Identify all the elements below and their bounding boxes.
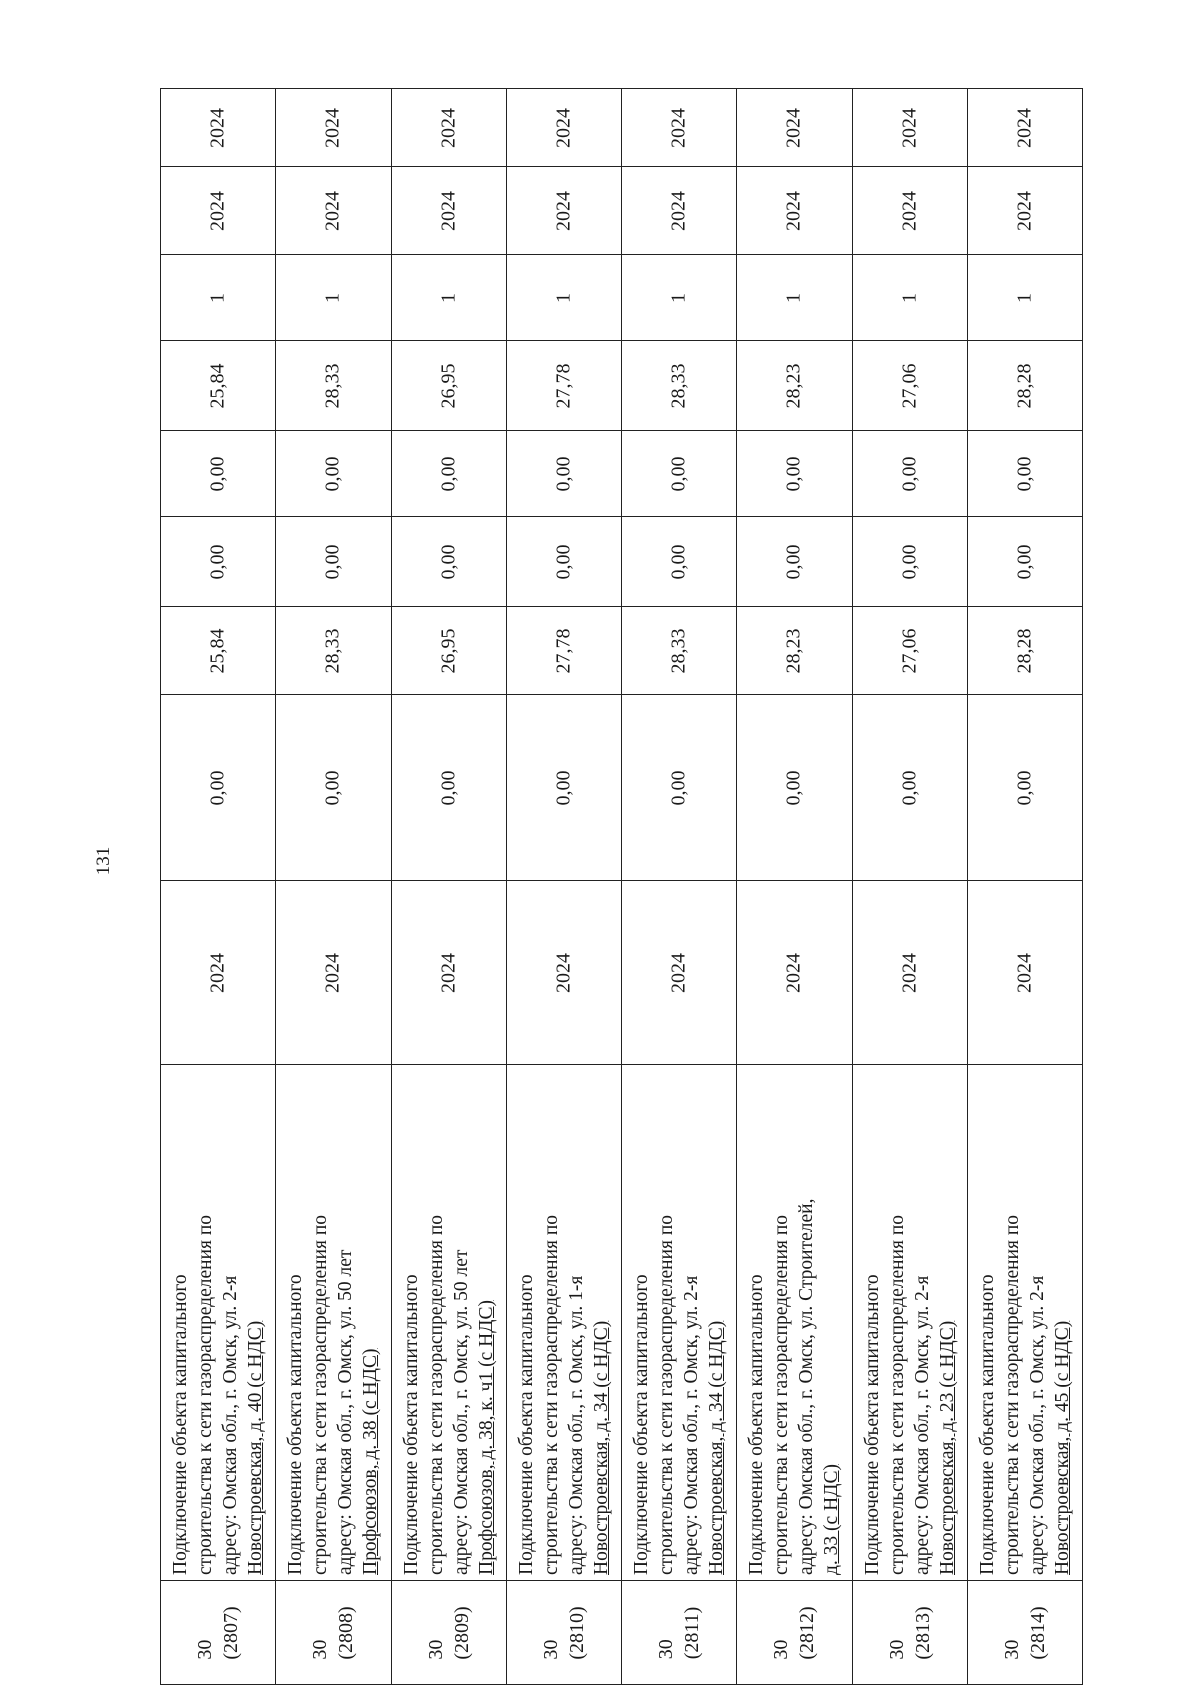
cell-count (275, 254, 391, 341)
description-line: строительства к сети газораспределения по (195, 1214, 217, 1575)
value-count: 1 (898, 292, 921, 303)
cell-y1 (160, 166, 276, 255)
description-line: Новостроевская, д. 23 (с НДС) (936, 1320, 958, 1575)
description-line: Новостроевская, д. 45 (с НДС) (1051, 1320, 1073, 1575)
cell-v2 (852, 606, 968, 695)
cell-v2 (391, 606, 507, 695)
cell-v1 (275, 694, 391, 881)
data-table (160, 88, 1082, 1684)
value-y1: 2024 (782, 190, 805, 231)
cell-y1 (621, 166, 737, 255)
cell-id (506, 1580, 622, 1685)
cell-v2 (160, 606, 276, 695)
cell-v5 (621, 340, 737, 431)
value-v4: 0,00 (667, 456, 690, 491)
cell-v4 (621, 430, 737, 517)
cell-v2 (736, 606, 852, 695)
description-line: Подключение объекта капитального (170, 1273, 192, 1575)
value-v1: 0,00 (667, 770, 690, 805)
cell-count (621, 254, 737, 341)
cell-v4 (275, 430, 391, 517)
cell-id (391, 1580, 507, 1685)
description-line: адресу: Омская обл., г. Омск, ул. 2-я (911, 1275, 933, 1575)
cell-y1 (967, 166, 1083, 255)
value-v5: 28,33 (667, 363, 690, 408)
cell-v4 (160, 430, 276, 517)
cell-y2 (852, 88, 968, 167)
cell-year (621, 880, 737, 1065)
table-row (391, 88, 507, 1684)
cell-y1 (506, 166, 622, 255)
description-text (860, 1071, 960, 1575)
row-number: 30 (2808) (309, 1605, 358, 1660)
row-number: 30 (2809) (424, 1605, 473, 1660)
value-v5: 28,33 (321, 363, 344, 408)
cell-v5 (852, 340, 968, 431)
value-y2: 2024 (206, 107, 229, 148)
description-line: адресу: Омская обл., г. Омск, ул. Строителей, (796, 1198, 818, 1575)
description-line: Профсоюзов, д. 38, к. ч1 (с НДС) (475, 1299, 497, 1575)
cell-desc (160, 1064, 276, 1581)
description-line: Новостроевская, д. 34 (с НДС) (706, 1320, 728, 1575)
cell-v5 (275, 340, 391, 431)
value-v2: 28,33 (667, 628, 690, 673)
value-count: 1 (552, 292, 575, 303)
table-row (621, 88, 737, 1684)
description-line: Новостроевская, д. 40 (с НДС) (245, 1320, 267, 1575)
value-v4: 0,00 (898, 456, 921, 491)
value-v1: 0,00 (437, 770, 460, 805)
cell-v5 (967, 340, 1083, 431)
description-text (629, 1071, 729, 1575)
description-line: строительства к сети газораспределения по (425, 1214, 447, 1575)
description-text (399, 1071, 499, 1575)
cell-desc (621, 1064, 737, 1581)
cell-count (852, 254, 968, 341)
cell-v1 (967, 694, 1083, 881)
value-v5: 25,84 (206, 363, 229, 408)
value-v2: 28,28 (1013, 628, 1036, 673)
value-year: 2024 (898, 952, 921, 993)
description-line: адресу: Омская обл., г. Омск, ул. 2-я (220, 1275, 242, 1575)
value-y1: 2024 (1013, 190, 1036, 231)
description-line: строительства к сети газораспределения по (656, 1214, 678, 1575)
table-row (967, 88, 1083, 1684)
cell-id (160, 1580, 276, 1685)
value-count: 1 (437, 292, 460, 303)
cell-v5 (736, 340, 852, 431)
cell-y1 (275, 166, 391, 255)
description-line: адресу: Омская обл., г. Омск, ул. 50 лет (335, 1249, 357, 1575)
cell-id (852, 1580, 968, 1685)
cell-y1 (736, 166, 852, 255)
description-line: адресу: Омская обл., г. Омск, ул. 2-я (681, 1275, 703, 1575)
value-v1: 0,00 (321, 770, 344, 805)
description-line: Подключение объекта капитального (285, 1273, 307, 1575)
row-number: 30 (2810) (539, 1605, 588, 1660)
value-count: 1 (321, 292, 344, 303)
row-number: 30 (2814) (1000, 1605, 1049, 1660)
cell-id (621, 1580, 737, 1685)
description-text (283, 1071, 383, 1575)
value-v1: 0,00 (1013, 770, 1036, 805)
value-y2: 2024 (1013, 107, 1036, 148)
cell-count (967, 254, 1083, 341)
description-line: Подключение объекта капитального (400, 1273, 422, 1575)
description-line: Новостроевская, д. 34 (с НДС) (590, 1320, 612, 1575)
value-v4: 0,00 (321, 456, 344, 491)
value-v2: 25,84 (206, 628, 229, 673)
value-v3: 0,00 (321, 544, 344, 579)
cell-v4 (736, 430, 852, 517)
value-y1: 2024 (321, 190, 344, 231)
value-v4: 0,00 (206, 456, 229, 491)
description-line: строительства к сети газораспределения по (540, 1214, 562, 1575)
description-line: строительства к сети газораспределения по (886, 1214, 908, 1575)
value-year: 2024 (782, 952, 805, 993)
cell-year (852, 880, 968, 1065)
page-number: 131 (93, 846, 114, 876)
value-v2: 28,23 (782, 628, 805, 673)
table-row (736, 88, 852, 1684)
cell-y2 (275, 88, 391, 167)
description-line: адресу: Омская обл., г. Омск, ул. 50 лет (450, 1249, 472, 1575)
value-count: 1 (206, 292, 229, 303)
value-count: 1 (1013, 292, 1036, 303)
description-line: адресу: Омская обл., г. Омск, ул. 2-я (1026, 1275, 1048, 1575)
cell-v1 (506, 694, 622, 881)
value-y2: 2024 (321, 107, 344, 148)
cell-v2 (275, 606, 391, 695)
description-text (975, 1071, 1075, 1575)
cell-v1 (736, 694, 852, 881)
row-number: 30 (2813) (885, 1605, 934, 1660)
value-year: 2024 (321, 952, 344, 993)
cell-v5 (160, 340, 276, 431)
description-line: Подключение объекта капитального (631, 1273, 653, 1575)
description-line: строительства к сети газораспределения по (310, 1214, 332, 1575)
description-text (514, 1071, 614, 1575)
table-row (852, 88, 968, 1684)
value-v2: 28,33 (321, 628, 344, 673)
value-y1: 2024 (552, 190, 575, 231)
cell-desc (967, 1064, 1083, 1581)
cell-y2 (621, 88, 737, 167)
cell-y2 (506, 88, 622, 167)
cell-v3 (621, 516, 737, 607)
value-v3: 0,00 (437, 544, 460, 579)
cell-y1 (391, 166, 507, 255)
cell-id (736, 1580, 852, 1685)
value-v5: 27,06 (898, 363, 921, 408)
value-v2: 26,95 (437, 628, 460, 673)
description-line: строительства к сети газораспределения по (1001, 1214, 1023, 1575)
value-count: 1 (667, 292, 690, 303)
description-line: Подключение объекта капитального (515, 1273, 537, 1575)
value-v3: 0,00 (667, 544, 690, 579)
cell-year (736, 880, 852, 1065)
cell-v4 (852, 430, 968, 517)
cell-v2 (506, 606, 622, 695)
table-row (160, 88, 276, 1684)
value-v4: 0,00 (437, 456, 460, 491)
row-number: 30 (2811) (655, 1606, 704, 1659)
cell-desc (391, 1064, 507, 1581)
description-line: Подключение объекта капитального (976, 1273, 998, 1575)
value-v2: 27,78 (552, 628, 575, 673)
table-row (506, 88, 622, 1684)
value-v1: 0,00 (782, 770, 805, 805)
cell-v5 (391, 340, 507, 431)
cell-v3 (736, 516, 852, 607)
value-v2: 27,06 (898, 628, 921, 673)
cell-year (275, 880, 391, 1065)
description-line: Профсоюзов, д. 38 (с НДС) (360, 1348, 382, 1575)
value-year: 2024 (552, 952, 575, 993)
cell-desc (736, 1064, 852, 1581)
cell-v1 (852, 694, 968, 881)
cell-year (160, 880, 276, 1065)
cell-year (506, 880, 622, 1065)
cell-v1 (621, 694, 737, 881)
value-v3: 0,00 (552, 544, 575, 579)
cell-desc (275, 1064, 391, 1581)
value-year: 2024 (667, 952, 690, 993)
cell-y1 (852, 166, 968, 255)
cell-v3 (391, 516, 507, 607)
table-row (275, 88, 391, 1684)
value-year: 2024 (437, 952, 460, 993)
cell-v3 (506, 516, 622, 607)
cell-count (506, 254, 622, 341)
cell-v1 (391, 694, 507, 881)
cell-v2 (967, 606, 1083, 695)
cell-year (967, 880, 1083, 1065)
row-number: 30 (2812) (770, 1605, 819, 1660)
description-line: строительства к сети газораспределения по (771, 1214, 793, 1575)
value-v1: 0,00 (552, 770, 575, 805)
value-count: 1 (782, 292, 805, 303)
cell-v3 (967, 516, 1083, 607)
value-v5: 27,78 (552, 363, 575, 408)
cell-desc (506, 1064, 622, 1581)
cell-year (391, 880, 507, 1065)
cell-v3 (160, 516, 276, 607)
value-y2: 2024 (898, 107, 921, 148)
cell-v5 (506, 340, 622, 431)
cell-count (736, 254, 852, 341)
description-line: Подключение объекта капитального (746, 1273, 768, 1575)
cell-y2 (967, 88, 1083, 167)
value-v3: 0,00 (782, 544, 805, 579)
cell-v4 (391, 430, 507, 517)
value-v5: 28,23 (782, 363, 805, 408)
cell-v3 (852, 516, 968, 607)
value-v4: 0,00 (552, 456, 575, 491)
value-y1: 2024 (206, 190, 229, 231)
value-y2: 2024 (437, 107, 460, 148)
description-line: д. 33 (с НДС) (821, 1463, 843, 1575)
value-v4: 0,00 (1013, 456, 1036, 491)
description-line: адресу: Омская обл., г. Омск, ул. 1-я (565, 1275, 587, 1575)
cell-desc (852, 1064, 968, 1581)
value-v5: 28,28 (1013, 363, 1036, 408)
value-y1: 2024 (437, 190, 460, 231)
value-v3: 0,00 (898, 544, 921, 579)
value-v3: 0,00 (1013, 544, 1036, 579)
description-text (744, 1071, 844, 1575)
cell-count (391, 254, 507, 341)
cell-y2 (736, 88, 852, 167)
value-v1: 0,00 (206, 770, 229, 805)
cell-count (160, 254, 276, 341)
value-y2: 2024 (667, 107, 690, 148)
cell-y2 (391, 88, 507, 167)
cell-v3 (275, 516, 391, 607)
value-year: 2024 (1013, 952, 1036, 993)
value-v1: 0,00 (898, 770, 921, 805)
cell-v4 (506, 430, 622, 517)
cell-v2 (621, 606, 737, 695)
value-y2: 2024 (782, 107, 805, 148)
cell-v1 (160, 694, 276, 881)
value-v4: 0,00 (782, 456, 805, 491)
value-v3: 0,00 (206, 544, 229, 579)
cell-id (967, 1580, 1083, 1685)
cell-y2 (160, 88, 276, 167)
value-y2: 2024 (552, 107, 575, 148)
value-year: 2024 (206, 952, 229, 993)
value-y1: 2024 (667, 190, 690, 231)
cell-id (275, 1580, 391, 1685)
description-line: Подключение объекта капитального (861, 1273, 883, 1575)
row-number: 30 (2807) (194, 1605, 243, 1660)
cell-v4 (967, 430, 1083, 517)
value-y1: 2024 (898, 190, 921, 231)
value-v5: 26,95 (437, 363, 460, 408)
description-text (168, 1071, 268, 1575)
